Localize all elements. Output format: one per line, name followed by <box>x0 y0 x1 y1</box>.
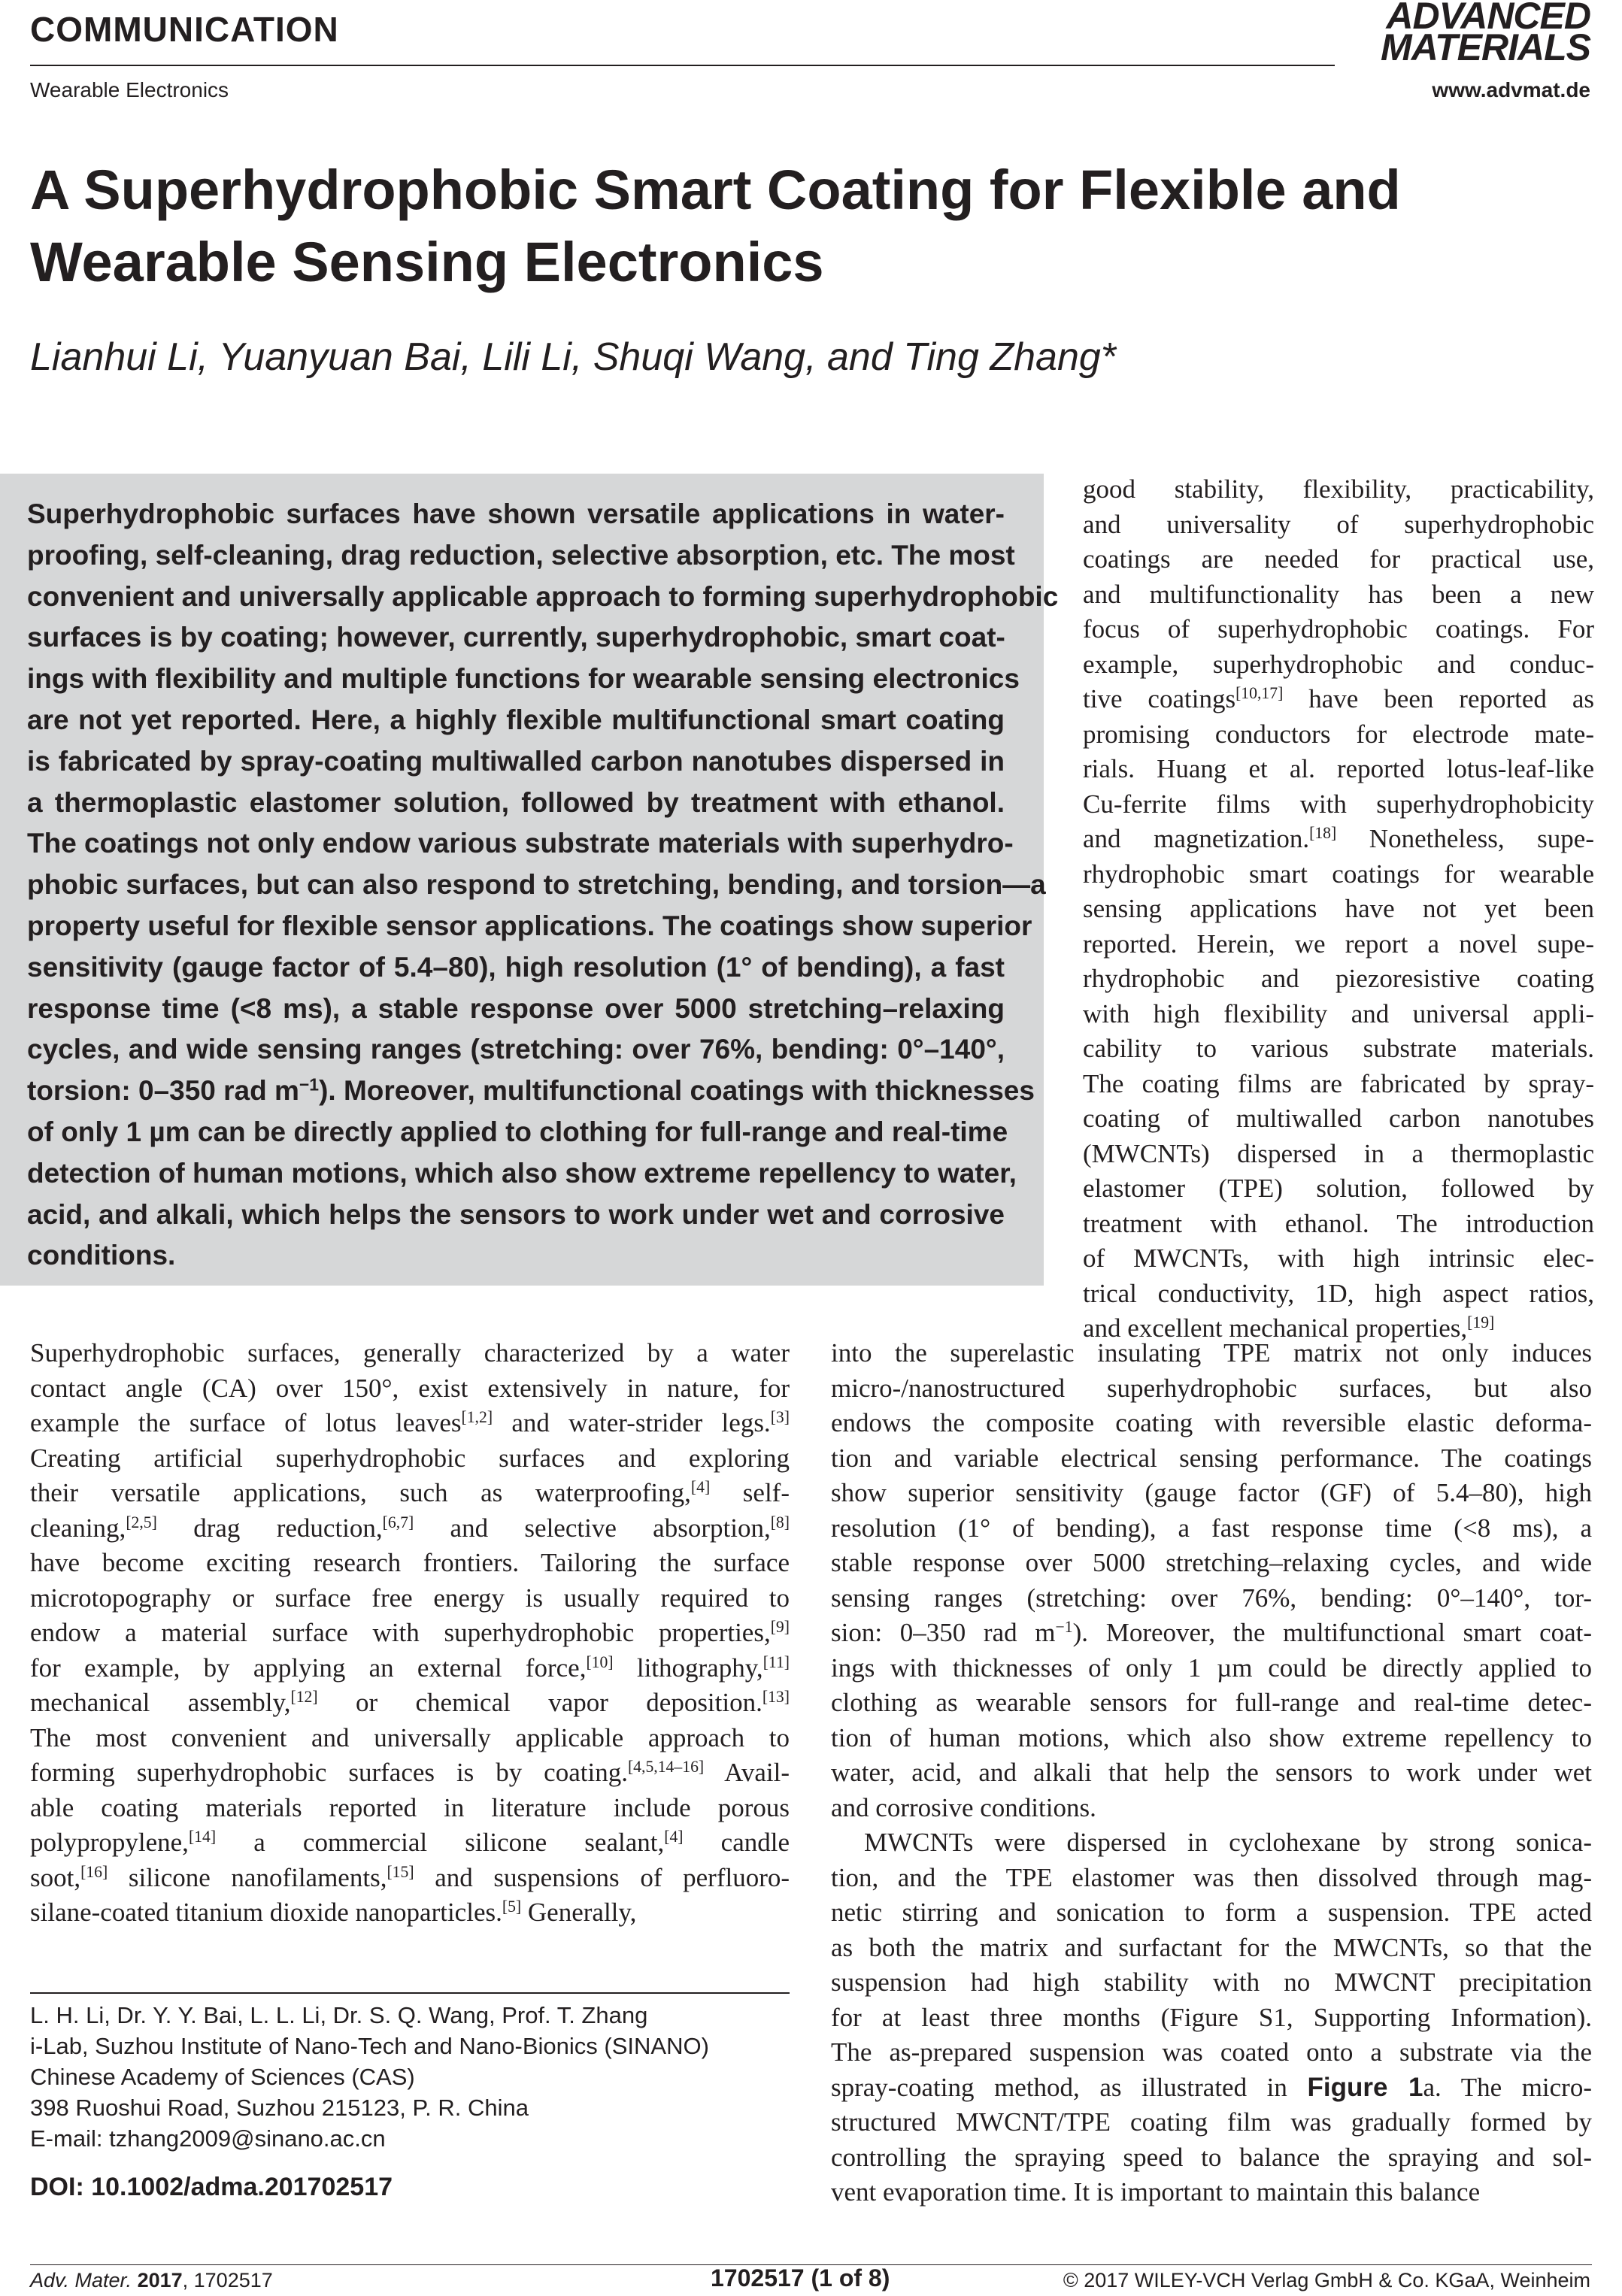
text-line: The coatings not only endow various substrate materials with superhydro- <box>27 828 1014 859</box>
text-line: MWCNTs were dispersed in cyclohexane by strong sonica- <box>864 1828 1592 1857</box>
text-line: their versatile applications, such as waterproofing,[4] self- <box>30 1478 790 1507</box>
text-line: and magnetization.[18] Nonetheless, supe- <box>1083 824 1594 853</box>
text-line: structured MWCNT/TPE coating film was gradually formed by <box>831 2107 1592 2137</box>
text-line: example the surface of lotus leaves[1,2] and water-strider legs.[3] <box>30 1408 790 1437</box>
text-line: netic stirring and sonication to form a suspension. TPE acted <box>831 1898 1592 1927</box>
text-line: a thermoplastic elastomer solution, followed by treatment with ethanol. <box>27 786 1005 818</box>
journal-url-link[interactable]: www.advmat.de <box>1432 78 1590 101</box>
text-line: rhydrophobic smart coatings for wearable <box>1083 859 1594 889</box>
left-column-body <box>30 1336 790 1931</box>
text-line: for at least three months (Figure S1, Supporting Information). <box>831 2002 1592 2032</box>
citation-id: , 1702517 <box>182 2269 273 2291</box>
text-line: trical conductivity, 1D, high aspect ratios, <box>1083 1278 1594 1308</box>
text-line: mechanical assembly,[12] or chemical vapor deposition.[13] <box>30 1688 790 1717</box>
text-line: ings with thicknesses of only 1 µm could be directly applied to <box>831 1652 1592 1683</box>
text-line: show superior sensitivity (gauge factor (GF) of 5.4–80), high <box>831 1478 1592 1507</box>
text-line: L. H. Li, Dr. Y. Y. Bai, L. L. Li, Dr. S. Q. Wang, Prof. T. Zhang <box>30 2002 648 2028</box>
affiliation-rule <box>30 1992 790 1994</box>
text-line: cleaning,[2,5] drag reduction,[6,7] and selective absorption,[8] <box>30 1513 790 1543</box>
text-line: tion of human motions, which also show extreme repellency to <box>831 1722 1592 1752</box>
text-line: convenient and universally applicable approach to forming superhydrophobic <box>27 580 1059 612</box>
text-line: spray-coating method, as illustrated in Figure 1a. The micro- <box>831 2072 1592 2102</box>
text-line: rials. Huang et al. reported lotus-leaf-like <box>1083 754 1594 783</box>
right-column-intro <box>1083 472 1594 1346</box>
text-line: vent evaporation time. It is important to maintain this balance <box>831 2177 1481 2207</box>
right-column-body <box>831 1336 1592 2210</box>
text-line: and universality of superhydrophobic <box>1083 509 1594 539</box>
text-line: (MWCNTs) dispersed in a thermoplastic <box>1083 1138 1594 1168</box>
author-list: Lianhui Li, Yuanyuan Bai, Lili Li, Shuqi Wang, and Ting Zhang* <box>30 335 1117 379</box>
text-line: promising conductors for electrode mate- <box>1083 719 1594 749</box>
text-line: sensitivity (gauge factor of 5.4–80), high resolution (1° of bending), a fast <box>27 951 1005 983</box>
text-line: proofing, self-cleaning, drag reduction, selective absorption, etc. The most <box>27 539 1015 571</box>
abstract <box>27 494 1059 1277</box>
text-line: Superhydrophobic surfaces, generally characterized by a water <box>30 1338 790 1368</box>
text-line: are not yet reported. Here, a highly flexible multifunctional smart coating <box>27 704 1005 735</box>
affiliation-block <box>30 2000 790 2154</box>
text-line: sion: 0–350 rad $m^{-1}$). Moreover, the multifunctional smart coat- <box>831 1618 1593 1647</box>
journal-logo-line-2: MATERIALS <box>1381 26 1590 68</box>
journal-logo <box>1342 0 1590 68</box>
text-line: and corrosive conditions. <box>831 1792 1096 1822</box>
text-line: clothing as wearable sensors for full-range and real-time detec- <box>831 1688 1592 1717</box>
text-line: have become exciting research frontiers. Tailoring the surface <box>30 1548 790 1577</box>
text-line: acid, and alkali, which helps the sensors to work under wet and corrosive <box>27 1198 1005 1230</box>
text-line: microtopography or surface free energy is usually required to <box>30 1583 790 1613</box>
text-line: tive coatings[10,17] have been reported as <box>1083 684 1595 713</box>
text-line: reported. Herein, we report a novel supe- <box>1083 928 1594 959</box>
copyright: © 2017 WILEY-VCH Verlag GmbH & Co. KGaA, Weinheim <box>1063 2269 1590 2291</box>
text-line: property useful for flexible sensor applications. The coatings show superior <box>27 910 1032 941</box>
text-line: tion and variable electrical sensing performance. The coatings <box>831 1443 1592 1473</box>
text-line: with high flexibility and universal appli- <box>1083 998 1594 1028</box>
text-line: controlling the spraying speed to balance the spraying and sol- <box>831 2142 1592 2172</box>
text-line: 398 Ruoshui Road, Suzhou 215123, P. R. China <box>30 2095 529 2121</box>
text-line: Creating artificial superhydrophobic surfaces and exploring <box>30 1443 790 1473</box>
text-line: conditions. <box>27 1240 176 1271</box>
text-line: treatment with ethanol. The introduction <box>1083 1208 1594 1238</box>
text-line: sensing applications have not yet been <box>1083 894 1594 923</box>
text-line: cability to various substrate materials. <box>1083 1034 1594 1063</box>
text-line: micro-/nanostructured superhydrophobic surfaces, but also <box>831 1373 1592 1403</box>
doi-link[interactable]: DOI: 10.1002/adma.201702517 <box>30 2173 393 2201</box>
text-line: of only 1 µm can be directly applied to clothing for full-range and real-time <box>27 1116 1008 1147</box>
section-label: COMMUNICATION <box>30 10 339 49</box>
text-line: and excellent mechanical properties,[19] <box>1083 1313 1495 1343</box>
citation <box>30 2269 273 2292</box>
text-line: soot,[16] silicone nanofilaments,[15] and suspensions of perfluoro- <box>30 1862 790 1892</box>
text-line: The most convenient and universally applicable approach to <box>30 1722 790 1752</box>
text-line: phobic surfaces, but can also respond to stretching, bending, and torsion—a <box>27 869 1046 901</box>
text-line: into the superelastic insulating TPE matrix not only induces <box>831 1338 1592 1368</box>
text-line: endow a material surface with superhydrophobic properties,[9] <box>30 1618 790 1647</box>
text-line: contact angle (CA) over 150°, exist extensively in nature, for <box>30 1373 790 1403</box>
text-line: torsion: 0–350 rad $m^{-1}$). Moreover, multifunctional coatings with thicknesses <box>27 1074 1035 1107</box>
text-line: focus of superhydrophobic coatings. For <box>1083 614 1594 644</box>
citation-journal: Adv. Mater. <box>30 2269 132 2291</box>
text-line: coatings are needed for practical use, <box>1083 544 1594 574</box>
text-line: surfaces is by coating; however, currently, superhydrophobic, smart coat- <box>27 622 1005 653</box>
text-line: polypropylene,[14] a commercial silicone sealant,[4] candle <box>30 1828 790 1857</box>
text-line: water, acid, and alkali that help the sensors to work under wet <box>831 1758 1592 1787</box>
text-line: good stability, flexibility, practicability, <box>1083 474 1594 504</box>
text-line: silane-coated titanium dioxide nanoparticles.[5] Generally, <box>30 1898 637 1927</box>
paragraph <box>831 1825 1592 2210</box>
text-line: tion, and the TPE elastomer was then dissolved through mag- <box>831 1862 1592 1892</box>
text-line: endows the composite coating with reversible elastic deforma- <box>831 1408 1592 1437</box>
text-line: and multifunctionality has been a new <box>1083 579 1594 609</box>
text-line: resolution (1° of bending), a fast response time (<8 ms), a <box>831 1513 1592 1543</box>
text-line: sensing ranges (stretching: over 76%, bending: 0°–140°, tor- <box>831 1583 1592 1613</box>
text-line: cycles, and wide sensing ranges (stretching: over 76%, bending: 0°–140°, <box>27 1034 1005 1065</box>
article-title: A Superhydrophobic Smart Coating for Flexible and Wearable Sensing Electronics <box>30 159 1401 293</box>
text-line: The coating films are fabricated by spray- <box>1083 1068 1594 1098</box>
text-line: response time (<8 ms), a stable response over 5000 stretching–relaxing <box>27 992 1005 1024</box>
text-line: The as-prepared suspension was coated onto a substrate via the <box>831 2037 1592 2067</box>
text-line: stable response over 5000 stretching–relaxing cycles, and wide <box>831 1548 1592 1577</box>
page-number: 1702517 (1 of 8) <box>711 2264 890 2291</box>
citation-year: 2017 <box>137 2269 183 2291</box>
text-line: forming superhydrophobic surfaces is by coating.[4,5,14–16] Avail- <box>30 1758 790 1787</box>
text-line: for example, by applying an external force,[10] lithography,[11] <box>30 1652 790 1683</box>
journal-logo-line-1: ADVANCED <box>1386 0 1590 37</box>
text-line: as both the matrix and surfactant for the MWCNTs, so that the <box>831 1932 1592 1962</box>
topic-label: Wearable Electronics <box>30 78 229 101</box>
text-line: coating of multiwalled carbon nanotubes <box>1083 1104 1594 1133</box>
text-line: rhydrophobic and piezoresistive coating <box>1083 964 1594 993</box>
text-line: suspension had high stability with no MWCNT precipitation <box>831 1967 1592 1997</box>
text-line: able coating materials reported in literature include porous <box>30 1792 790 1822</box>
text-line: Chinese Academy of Sciences (CAS) <box>30 2064 415 2090</box>
text-line: E-mail: tzhang2009@sinano.ac.cn <box>30 2125 386 2152</box>
text-line: detection of human motions, which also show extreme repellency to water, <box>27 1157 1017 1189</box>
text-line: elastomer (TPE) solution, followed by <box>1083 1174 1594 1203</box>
text-line: example, superhydrophobic and conduc- <box>1083 649 1594 679</box>
paragraph <box>831 1336 1592 1825</box>
header-rule <box>30 65 1335 66</box>
text-line: is fabricated by spray-coating multiwalled carbon nanotubes dispersed in <box>27 745 1005 777</box>
text-line: ings with flexibility and multiple functions for wearable sensing electronics <box>27 663 1020 695</box>
text-line: i-Lab, Suzhou Institute of Nano-Tech and Nano-Bionics (SINANO) <box>30 2033 709 2059</box>
text-line: of MWCNTs, with high intrinsic elec- <box>1083 1243 1594 1273</box>
text-line: Cu-ferrite films with superhydrophobicity <box>1083 789 1594 819</box>
text-line: Superhydrophobic surfaces have shown versatile applications in water- <box>27 498 1005 529</box>
